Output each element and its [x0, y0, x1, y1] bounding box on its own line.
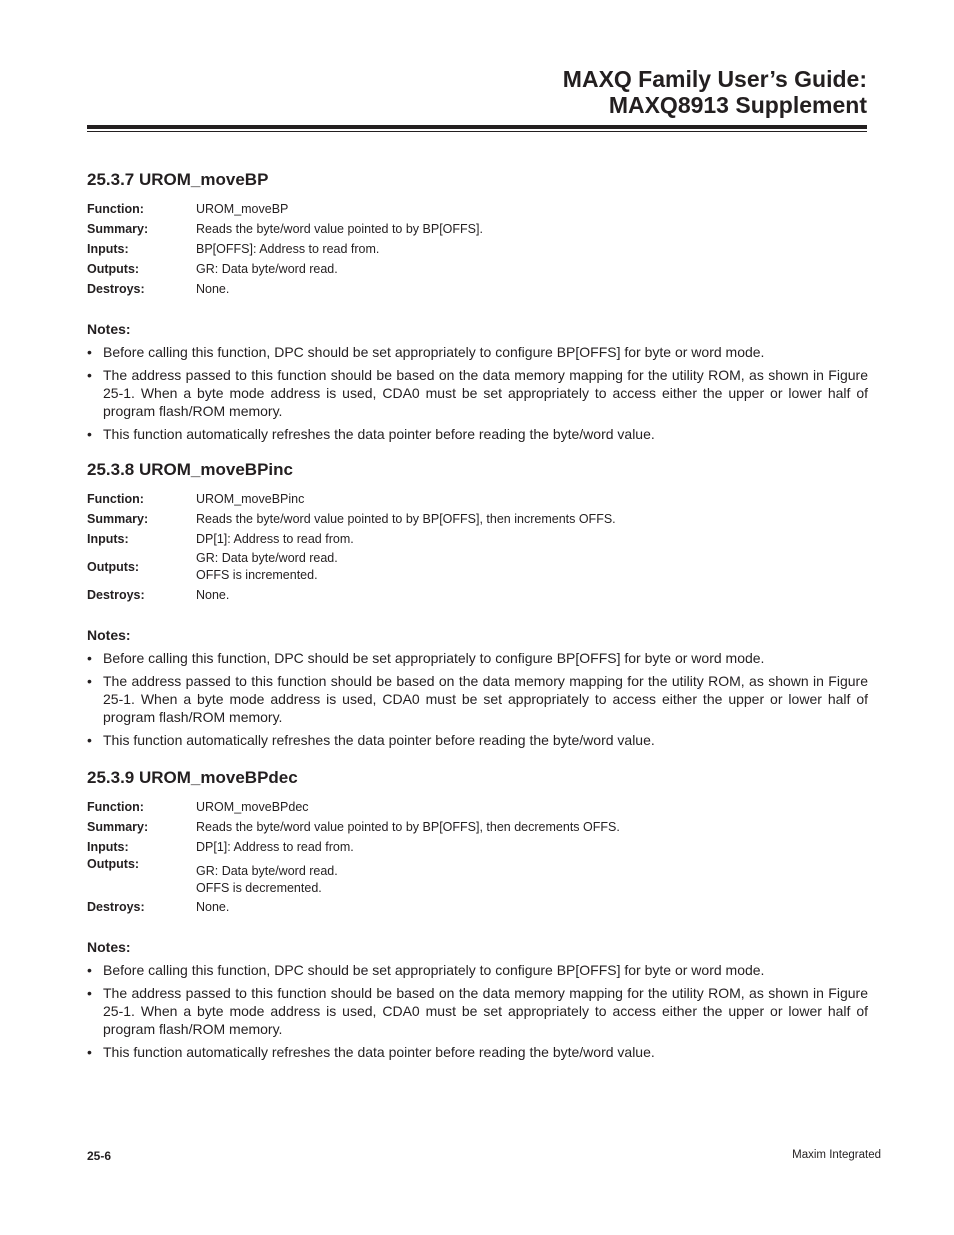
property-label: Destroys:	[87, 281, 145, 296]
property-outputs	[87, 549, 868, 585]
notes-list	[87, 343, 868, 443]
property-list	[87, 199, 868, 299]
property-label: Function:	[87, 201, 144, 216]
note-item: • Before calling this function, DPC should be set appropriately to configure BP[OFFS] for byte or word mode.	[87, 961, 868, 979]
property-outputs	[87, 857, 868, 897]
property-label: Outputs:	[87, 857, 140, 871]
property-label: Outputs:	[87, 559, 140, 574]
property-value: None.	[196, 899, 230, 914]
property-function	[87, 797, 868, 817]
property-list	[87, 489, 868, 605]
section-title: 25.3.9 UROM_moveBPdec	[87, 768, 298, 787]
notes-heading: Notes:	[87, 627, 131, 643]
section-title: 25.3.7 UROM_moveBP	[87, 170, 269, 189]
property-inputs	[87, 837, 868, 857]
note-item: • The address passed to this function should be based on the data memory mapping for the utility ROM, as shown in Figure 25-1. When a byte mode address is used, CDA0 must be set appropriately to access either the upper or lower half of program flash/ROM memory.	[87, 672, 868, 726]
note-item: • The address passed to this function should be based on the data memory mapping for the utility ROM, as shown in Figure 25-1. When a byte mode address is used, CDA0 must be set appropriately to access either the upper or lower half of program flash/ROM memory.	[87, 366, 868, 420]
section-title: 25.3.8 UROM_moveBPinc	[87, 460, 293, 479]
property-destroys	[87, 279, 868, 299]
property-label: Outputs:	[87, 261, 140, 276]
property-value: Reads the byte/word value pointed to by BP[OFFS], then increments OFFS.	[196, 511, 616, 526]
header-title-line2: MAXQ8913 Supplement	[608, 92, 867, 118]
property-label: Inputs:	[87, 531, 129, 546]
note-item: • The address passed to this function should be based on the data memory mapping for the utility ROM, as shown in Figure 25-1. When a byte mode address is used, CDA0 must be set appropriately to access either the upper or lower half of program flash/ROM memory.	[87, 984, 868, 1038]
property-function	[87, 199, 868, 219]
property-value: UROM_moveBPinc	[196, 491, 305, 506]
output-line: GR: Data byte/word read.	[196, 261, 338, 276]
output-line: GR: Data byte/word read.	[196, 551, 338, 565]
property-value	[196, 550, 868, 584]
property-inputs	[87, 239, 868, 259]
header-rule-thick	[87, 125, 867, 129]
property-value: None.	[196, 281, 230, 296]
property-value: BP[OFFS]: Address to read from.	[196, 241, 380, 256]
property-label: Destroys:	[87, 587, 145, 602]
property-value	[196, 857, 868, 897]
property-value: UROM_moveBP	[196, 201, 289, 216]
property-summary	[87, 219, 868, 239]
property-list	[87, 797, 868, 917]
header-rule-thin	[87, 131, 867, 132]
page-number: 25-6	[87, 1149, 112, 1163]
output-line: OFFS is decremented.	[196, 881, 322, 895]
notes-heading: Notes:	[87, 321, 131, 337]
output-line: OFFS is incremented.	[196, 568, 318, 582]
property-function	[87, 489, 868, 509]
property-outputs	[87, 259, 868, 279]
notes-list	[87, 649, 868, 749]
note-item: • Before calling this function, DPC should be set appropriately to configure BP[OFFS] for byte or word mode.	[87, 343, 868, 361]
section-urom-movebp	[87, 170, 868, 448]
notes-list	[87, 961, 868, 1061]
property-value: DP[1]: Address to read from.	[196, 531, 354, 546]
header-title-line1: MAXQ Family User’s Guide:	[562, 66, 867, 92]
property-value: Reads the byte/word value pointed to by BP[OFFS].	[196, 221, 483, 236]
note-item: • This function automatically refreshes the data pointer before reading the byte/word value.	[87, 731, 868, 749]
property-label: Summary:	[87, 819, 149, 834]
property-label: Summary:	[87, 511, 149, 526]
property-label: Destroys:	[87, 899, 145, 914]
property-summary	[87, 817, 868, 837]
section-urom-movebpdec	[87, 768, 868, 1066]
output-line: GR: Data byte/word read.	[196, 864, 338, 878]
note-item: • This function automatically refreshes the data pointer before reading the byte/word value.	[87, 1043, 868, 1061]
property-summary	[87, 509, 868, 529]
property-label: Function:	[87, 799, 144, 814]
property-value	[196, 261, 868, 278]
property-destroys	[87, 897, 868, 917]
property-label: Inputs:	[87, 241, 129, 256]
property-label: Inputs:	[87, 839, 129, 854]
property-destroys	[87, 585, 868, 605]
property-value: UROM_moveBPdec	[196, 799, 309, 814]
property-inputs	[87, 529, 868, 549]
property-label: Summary:	[87, 221, 149, 236]
note-item: • This function automatically refreshes the data pointer before reading the byte/word value.	[87, 425, 868, 443]
notes-heading: Notes:	[87, 939, 131, 955]
property-label: Function:	[87, 491, 144, 506]
property-value: Reads the byte/word value pointed to by BP[OFFS], then decrements OFFS.	[196, 819, 620, 834]
section-urom-movebpinc	[87, 460, 868, 754]
property-value: None.	[196, 587, 230, 602]
property-value: DP[1]: Address to read from.	[196, 839, 354, 854]
note-item: • Before calling this function, DPC should be set appropriately to configure BP[OFFS] for byte or word mode.	[87, 649, 868, 667]
footer-company: Maxim Integrated	[792, 1149, 881, 1161]
page-header	[563, 66, 867, 118]
